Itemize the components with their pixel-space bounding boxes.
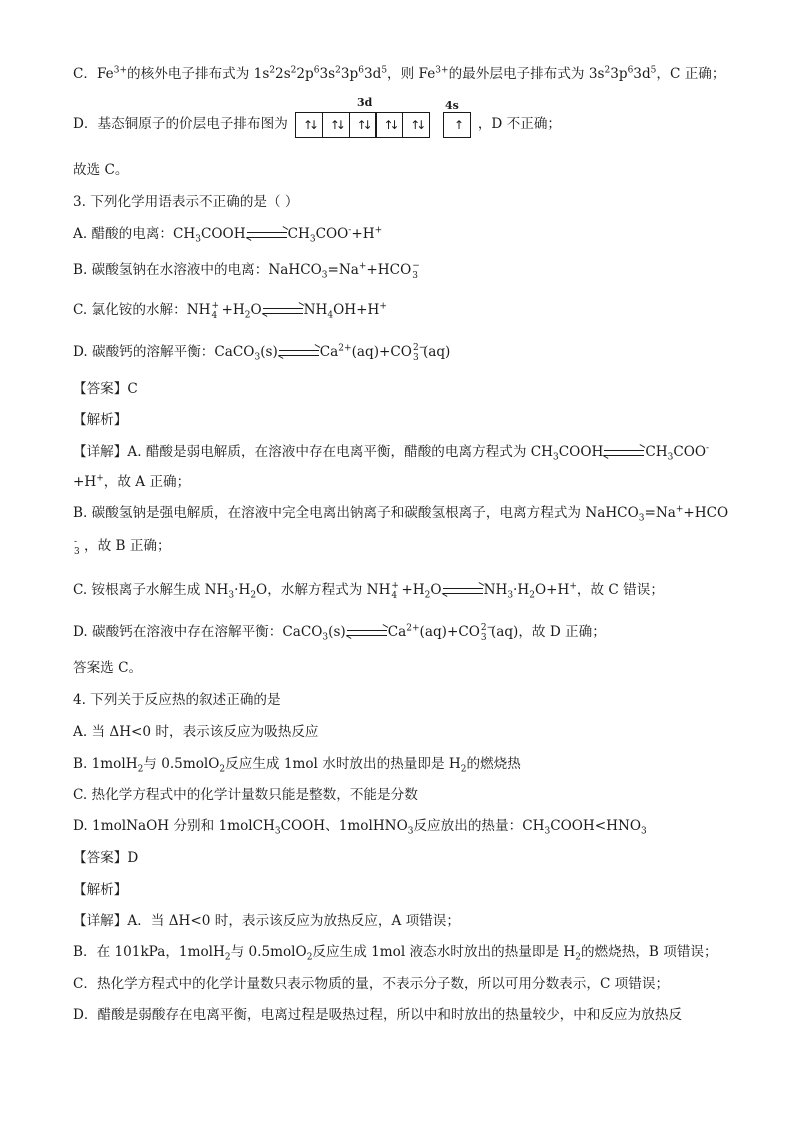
question-3-option-d bbox=[73, 342, 450, 363]
text: 的最外层电子排布式为 3s bbox=[448, 66, 605, 82]
answer-label: 【答案】D bbox=[73, 850, 139, 866]
subscript: 2 bbox=[219, 764, 226, 775]
text: (aq)+CO bbox=[351, 344, 412, 360]
text: +HCO bbox=[683, 505, 729, 521]
text: =Na bbox=[327, 262, 359, 278]
ion-charge bbox=[211, 301, 221, 321]
up-arrow-icon: ↑ bbox=[454, 118, 463, 132]
question-3-title: 3. 下列化学用语表示不正确的是（ ） bbox=[73, 194, 299, 210]
orbital-4s-boxes bbox=[443, 112, 470, 138]
text: ，故 B 正确； bbox=[84, 538, 171, 554]
subscript: 3 bbox=[412, 352, 419, 363]
subscript: 4 bbox=[211, 310, 218, 321]
superscript: 3+ bbox=[113, 65, 128, 76]
equilibrium-arrow-icon bbox=[247, 229, 287, 241]
subscript: 3 bbox=[322, 632, 329, 643]
text: +H bbox=[401, 582, 425, 598]
equilibrium-arrow-icon bbox=[347, 627, 387, 639]
option-c-line bbox=[73, 64, 726, 84]
text: 3p bbox=[610, 66, 628, 82]
text: ·H bbox=[513, 582, 530, 598]
subscript: 3 bbox=[667, 452, 674, 463]
text: ，C 正确； bbox=[656, 66, 726, 82]
text: (aq) bbox=[422, 344, 451, 360]
text: A. 醋酸的电离：CH bbox=[73, 226, 196, 242]
subscript: 3 bbox=[412, 270, 418, 281]
subscript: 2 bbox=[244, 310, 251, 321]
text: ，D 不正确； bbox=[477, 116, 562, 132]
text: 的燃烧热，B 项错误； bbox=[580, 944, 718, 960]
detail-4-b bbox=[73, 942, 718, 962]
text: (aq)，故 D 正确； bbox=[490, 624, 606, 640]
text: 反应放出的热量：CH bbox=[413, 818, 545, 834]
text: 与 0.5molO bbox=[143, 756, 220, 772]
superscript: 2 bbox=[335, 65, 341, 76]
subscript: 3 bbox=[480, 632, 487, 643]
text: CH bbox=[645, 444, 668, 460]
detail-3-a-cont bbox=[73, 472, 190, 492]
superscript: + bbox=[358, 261, 367, 272]
subscript: 2 bbox=[137, 764, 144, 775]
text: B．在 101kPa，1molH bbox=[73, 944, 225, 960]
text: O bbox=[250, 302, 262, 318]
down-arrow-icon: ↓ bbox=[309, 118, 318, 132]
text: 与 0.5molO bbox=[230, 944, 307, 960]
text: COO bbox=[315, 226, 349, 242]
superscript: - bbox=[348, 225, 352, 236]
text: Ca bbox=[319, 344, 339, 360]
text: ，故 C 错误； bbox=[576, 582, 664, 598]
superscript: + bbox=[569, 581, 577, 592]
text: D. 碳酸钙的溶解平衡：CaCO bbox=[73, 344, 255, 360]
superscript: + bbox=[211, 300, 220, 311]
text: +HCO bbox=[366, 262, 412, 278]
subscript: 3 bbox=[195, 234, 202, 245]
up-arrow-icon: ↑ bbox=[356, 118, 365, 132]
detail-3-b-cont bbox=[73, 536, 171, 557]
superscript: + bbox=[675, 504, 684, 515]
text: Ca bbox=[387, 624, 407, 640]
up-arrow-icon: ↑ bbox=[410, 118, 419, 132]
superscript: + bbox=[379, 301, 387, 312]
superscript: 5 bbox=[650, 65, 657, 76]
superscript: 2+ bbox=[338, 343, 352, 354]
text: 反应生成 1mol 液态水时放出的热量即是 H bbox=[312, 944, 576, 960]
text: COOH bbox=[558, 444, 604, 460]
subscript: 2 bbox=[224, 952, 231, 963]
subscript: 3 bbox=[274, 826, 281, 837]
superscript: 2+ bbox=[406, 623, 420, 634]
text: ·H bbox=[234, 582, 251, 598]
subscript: 2 bbox=[575, 952, 581, 963]
subscript: 3 bbox=[544, 826, 551, 837]
text: COOH、1molHNO bbox=[280, 818, 408, 834]
superscript: 2− bbox=[412, 342, 427, 353]
down-arrow-icon: ↓ bbox=[416, 118, 425, 132]
subscript: 3 bbox=[309, 234, 316, 245]
text: 3d bbox=[363, 66, 382, 82]
text: 2p bbox=[296, 66, 314, 82]
up-arrow-icon: ↑ bbox=[329, 118, 338, 132]
text: D．基态铜原子的价层电子排布图为 bbox=[73, 116, 288, 132]
orbital-box bbox=[402, 112, 430, 138]
detail-3-c bbox=[73, 580, 664, 601]
text: 【详解】A. 醋酸是弱电解质，在溶液中存在电离平衡，醋酸的电离方程式为 CH bbox=[73, 444, 554, 460]
superscript: 2 bbox=[290, 65, 297, 76]
orbital-box bbox=[349, 112, 377, 138]
subscript: 3 bbox=[641, 826, 647, 837]
text: OH+H bbox=[333, 302, 380, 318]
text: ，则 Fe bbox=[387, 66, 436, 82]
superscript: + bbox=[96, 473, 104, 484]
down-arrow-icon: ↓ bbox=[389, 118, 398, 132]
question-3-option-b bbox=[73, 260, 422, 281]
ion-charge bbox=[391, 581, 401, 601]
equilibrium-arrow-icon bbox=[263, 305, 303, 317]
text: 反应生成 1mol 水时放出的热量即是 H bbox=[225, 756, 461, 772]
equilibrium-arrow-icon bbox=[279, 347, 319, 359]
subscript: 2 bbox=[306, 952, 313, 963]
subscript: 2 bbox=[424, 590, 431, 601]
question-4-option-a: A. 当 ΔH<0 时，表示该反应为吸热反应 bbox=[73, 724, 319, 740]
superscript: 5 bbox=[381, 65, 388, 76]
down-arrow-icon: ↓ bbox=[335, 118, 344, 132]
text: =Na bbox=[644, 505, 676, 521]
text: O，水解方程式为 NH bbox=[256, 582, 391, 598]
orbital-3d-boxes bbox=[295, 112, 429, 138]
text: (aq)+CO bbox=[419, 624, 480, 640]
subscript: 4 bbox=[391, 590, 398, 601]
subscript: 3 bbox=[638, 513, 645, 524]
text: +H bbox=[351, 226, 375, 242]
ion-charge bbox=[412, 342, 427, 363]
text: NH bbox=[303, 302, 328, 318]
label-4s: 4s bbox=[445, 99, 459, 112]
subscript: 3 bbox=[321, 270, 328, 281]
superscript: 3+ bbox=[435, 65, 449, 76]
text: 的燃烧热 bbox=[466, 756, 521, 772]
superscript: 6 bbox=[358, 65, 364, 76]
superscript: + bbox=[391, 580, 399, 591]
detail-3-a bbox=[73, 442, 709, 462]
superscript: - bbox=[74, 536, 78, 547]
analysis-label: 【解析】 bbox=[73, 412, 128, 428]
subscript: 2 bbox=[529, 590, 535, 601]
text: O+H bbox=[534, 582, 570, 598]
superscript: 6 bbox=[313, 65, 320, 76]
text: CH bbox=[287, 226, 310, 242]
subscript: 2 bbox=[460, 764, 467, 775]
detail-3-b bbox=[73, 503, 728, 523]
text: O bbox=[430, 582, 442, 598]
detail-4-d: D．醋酸是弱酸存在电离平衡，电离过程是吸热过程，所以中和时放出的热量较少，中和反应为放热反 bbox=[73, 1007, 683, 1023]
text: COO bbox=[673, 444, 707, 460]
up-arrow-icon: ↑ bbox=[383, 118, 392, 132]
text: C．Fe bbox=[73, 66, 114, 82]
subscript: 3 bbox=[507, 590, 514, 601]
analysis-label: 【解析】 bbox=[73, 882, 128, 898]
text: D. 1molNaOH 分别和 1molCH bbox=[73, 818, 275, 834]
text: (s) bbox=[328, 624, 346, 640]
question-3-option-c bbox=[73, 300, 387, 321]
text: D. 碳酸钙在溶液中存在溶解平衡：CaCO bbox=[73, 624, 323, 640]
answer-label: 【答案】C bbox=[73, 381, 138, 397]
equilibrium-arrow-icon bbox=[604, 447, 644, 459]
subscript: 3 bbox=[254, 352, 261, 363]
text: B. 1molH bbox=[73, 756, 138, 772]
label-3d: 3d bbox=[357, 96, 373, 109]
text: C. 氯化铵的水解：NH bbox=[73, 302, 211, 318]
subscript: 3 bbox=[228, 590, 235, 601]
detail-3-d bbox=[73, 622, 606, 643]
down-arrow-icon: ↓ bbox=[362, 118, 371, 132]
orbital-box bbox=[443, 112, 471, 138]
text: COOH<HNO bbox=[550, 818, 642, 834]
superscript: + bbox=[374, 225, 383, 236]
superscript: − bbox=[412, 260, 420, 271]
question-4-option-d bbox=[73, 816, 647, 836]
orbital-box bbox=[375, 112, 403, 138]
superscript: 2 bbox=[604, 65, 611, 76]
subscript: 2 bbox=[250, 590, 257, 601]
text: 3p bbox=[340, 66, 359, 82]
text: +H bbox=[73, 474, 97, 490]
answer-choice-line: 答案选 C。 bbox=[73, 660, 143, 676]
subscript: 3 bbox=[553, 452, 559, 463]
superscript: 2 bbox=[269, 65, 276, 76]
answer-choice-line: 故选 C。 bbox=[73, 162, 129, 178]
text: +H bbox=[221, 302, 245, 318]
text: 3d bbox=[633, 66, 651, 82]
up-arrow-icon: ↑ bbox=[303, 118, 312, 132]
text: NH bbox=[483, 582, 508, 598]
question-4-option-c: C. 热化学方程式中的化学计量数只能是整数，不能是分数 bbox=[73, 787, 418, 803]
equilibrium-arrow-icon bbox=[443, 585, 483, 597]
orbital-box bbox=[322, 112, 350, 138]
subscript: 4 bbox=[327, 310, 334, 321]
text: C. 铵根离子水解生成 NH bbox=[73, 582, 229, 598]
text: COOH bbox=[201, 226, 246, 242]
question-4-title: 4. 下列关于反应热的叙述正确的是 bbox=[73, 692, 281, 708]
text: 的核外电子排布式为 1s bbox=[127, 66, 270, 82]
superscript: 6 bbox=[627, 65, 634, 76]
detail-4-c: C．热化学方程式中的化学计量数只表示物质的量，不表示分子数，所以可用分数表示，C 项错误； bbox=[73, 976, 670, 992]
question-3-option-a bbox=[73, 224, 382, 244]
detail-4-a: 【详解】A．当 ΔH<0 时，表示该反应为放热反应，A 项错误； bbox=[73, 913, 460, 929]
subscript: 3 bbox=[74, 546, 80, 557]
superscript: - bbox=[706, 443, 710, 454]
text: ，故 A 正确； bbox=[103, 474, 191, 490]
text: 3s bbox=[319, 66, 336, 82]
ion-charge bbox=[480, 622, 495, 643]
ion-charge bbox=[74, 537, 84, 557]
question-4-option-b bbox=[73, 754, 521, 774]
orbital-box bbox=[295, 112, 323, 138]
superscript: 2− bbox=[480, 622, 495, 633]
ion-charge bbox=[412, 261, 422, 281]
text: B. 碳酸氢钠是强电解质，在溶液中完全电离出钠离子和碳酸氢根离子，电离方程式为 NaHCO bbox=[73, 505, 639, 521]
text: 2s bbox=[275, 66, 291, 82]
text: (s) bbox=[260, 344, 278, 360]
subscript: 3 bbox=[407, 826, 414, 837]
text: B. 碳酸氢钠在水溶液中的电离：NaHCO bbox=[73, 262, 322, 278]
